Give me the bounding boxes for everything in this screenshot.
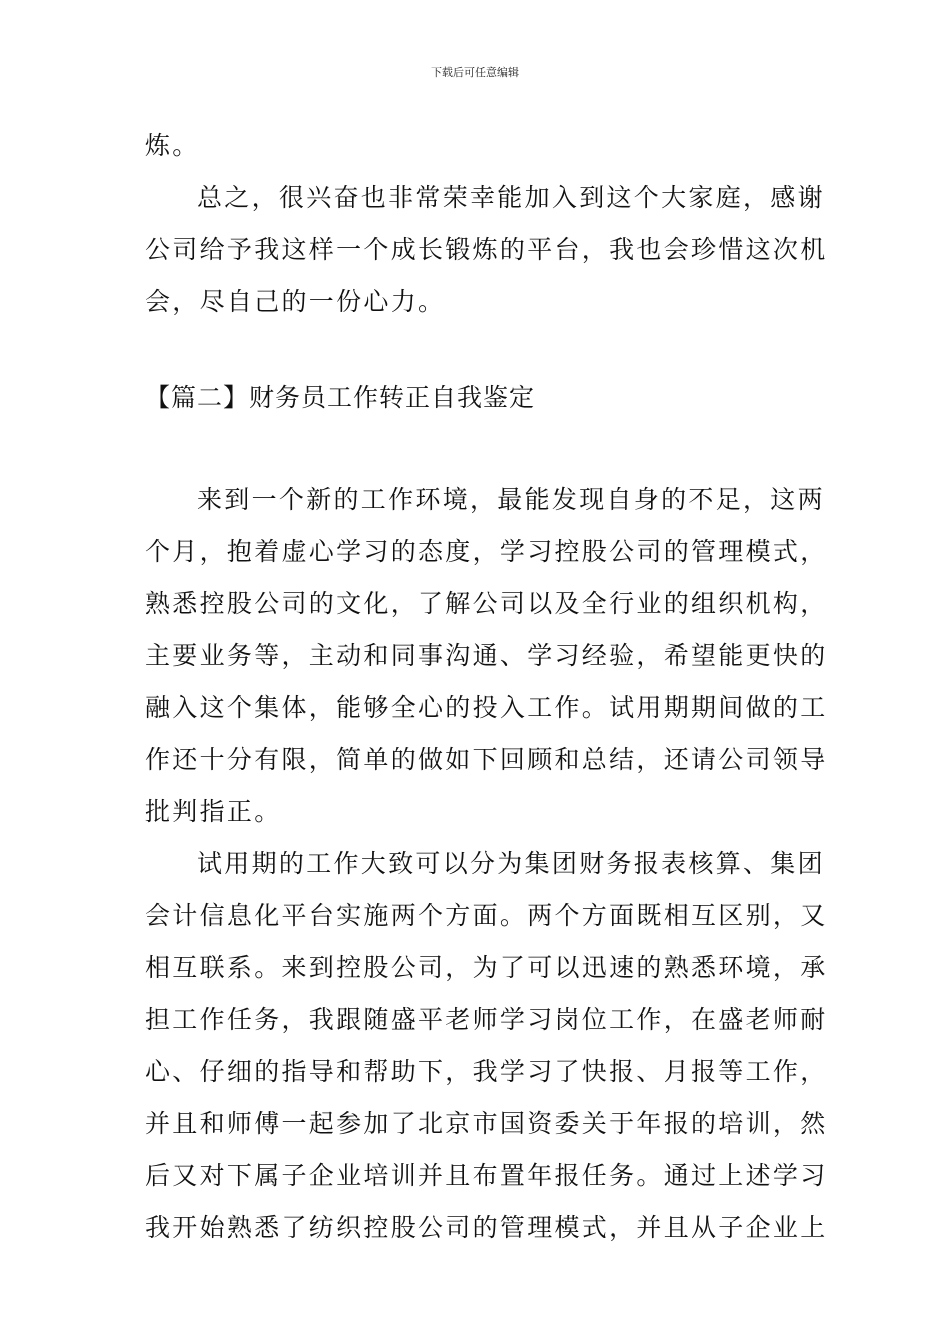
- section-heading: 【篇二】财务员工作转正自我鉴定: [145, 383, 536, 412]
- text-line: 总之，很兴奋也非常荣幸能加入到这个大家庭，感谢: [197, 183, 825, 212]
- text-line: 并且和师傅一起参加了北京市国资委关于年报的培训，然: [145, 1109, 828, 1138]
- text-line: 担工作任务，我跟随盛平老师学习岗位工作，在盛老师耐: [145, 1005, 828, 1034]
- text-line: 批判指正。: [145, 797, 282, 826]
- paragraph-block-2: [145, 474, 828, 1254]
- text-line: 试用期的工作大致可以分为集团财务报表核算、集团: [197, 849, 825, 878]
- text-line: 心、仔细的指导和帮助下，我学习了快报、月报等工作，: [145, 1057, 828, 1086]
- text-line: 来到一个新的工作环境，最能发现自身的不足，这两: [197, 485, 825, 514]
- text-line: 相互联系。来到控股公司，为了可以迅速的熟悉环境，承: [145, 953, 828, 982]
- text-line: 作还十分有限，简单的做如下回顾和总结，还请公司领导: [145, 745, 828, 774]
- text-line: 后又对下属子企业培训并且布置年报任务。通过上述学习: [145, 1161, 828, 1190]
- paragraph-block-1: [145, 120, 828, 328]
- text-line: 融入这个集体，能够全心的投入工作。试用期期间做的工: [145, 693, 828, 722]
- text-line: 公司给予我这样一个成长锻炼的平台，我也会珍惜这次机: [145, 235, 828, 264]
- text-line: 个月，抱着虚心学习的态度，学习控股公司的管理模式，: [145, 537, 828, 566]
- text-line: 熟悉控股公司的文化，了解公司以及全行业的组织机构，: [145, 589, 828, 618]
- page-header-note: 下载后可任意编辑: [431, 66, 519, 79]
- text-line: 会计信息化平台实施两个方面。两个方面既相互区别，又: [145, 901, 828, 930]
- text-line: 炼。: [145, 131, 200, 160]
- text-line: 会，尽自己的一份心力。: [145, 287, 446, 316]
- text-line: 我开始熟悉了纺织控股公司的管理模式，并且从子企业上: [145, 1213, 828, 1242]
- text-line: 主要业务等，主动和同事沟通、学习经验，希望能更快的: [145, 641, 828, 670]
